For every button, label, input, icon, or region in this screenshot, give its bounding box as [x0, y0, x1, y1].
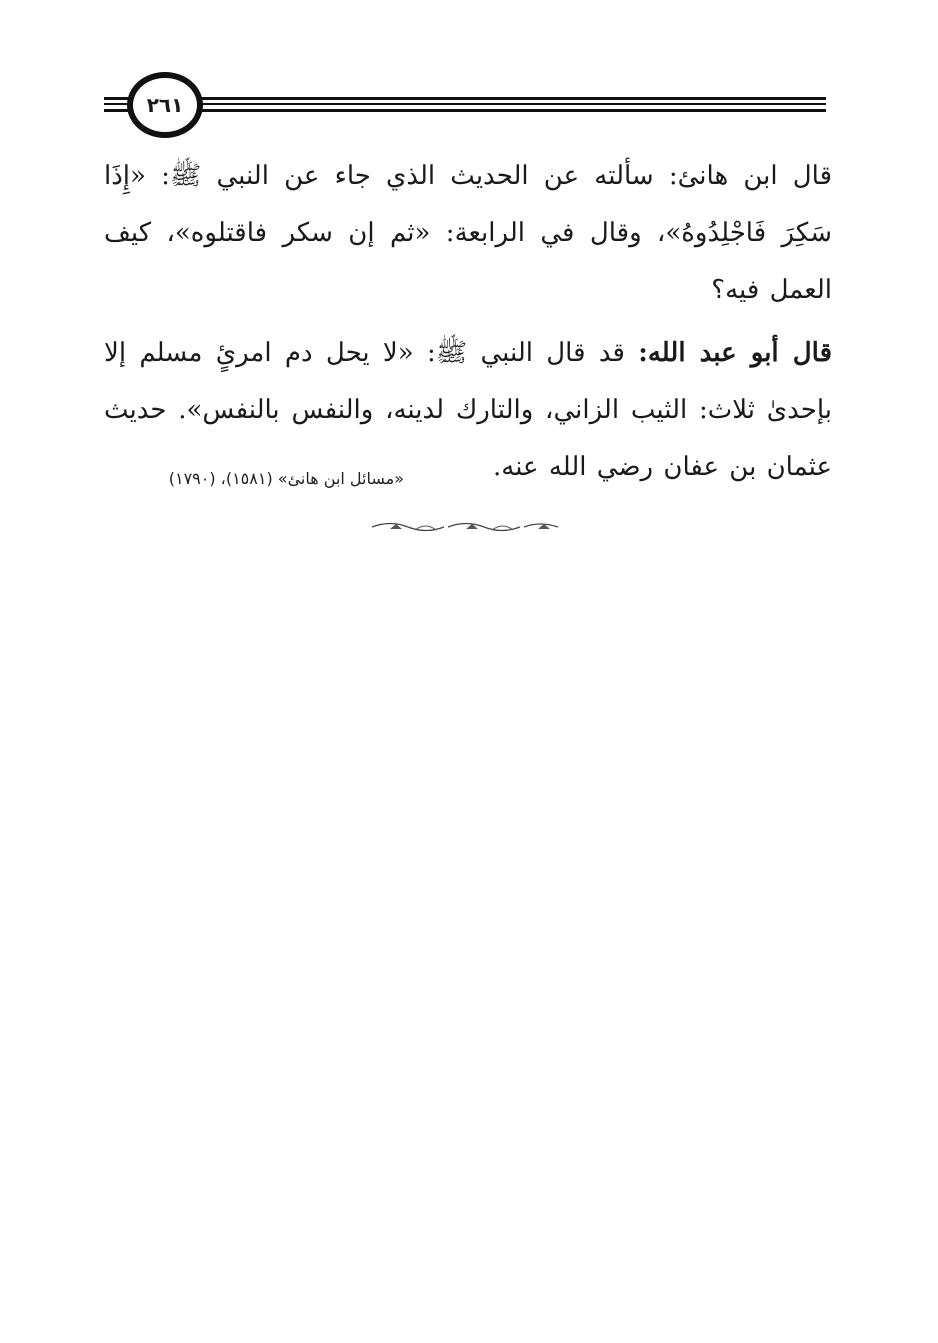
header-rule-middle: [104, 103, 826, 105]
page-body: [104, 148, 832, 502]
answer-speaker: قال أبو عبد الله:: [638, 338, 832, 368]
question-paragraph: [104, 148, 832, 319]
ornament-divider-icon: [370, 518, 560, 534]
page-number: ٢٦١: [146, 93, 184, 117]
answer-text: قد قال النبي ﷺ: «لا يحل دم امرئٍ مسلم إلا بإحدىٰ ثلاث: الثيب الزاني، والتارك لدينه، والنفس بالنفس». حديث عثمان بن عفان رضي الله عنه.: [104, 338, 832, 482]
question-text: قال ابن هانئ: سألته عن الحديث الذي جاء عن النبي ﷺ: «إِذَا سَكِرَ فَاجْلِدُوهُ»، وقال في الرابعة: «ثم إن سكر فاقتلوه»، كيف العمل فيه؟: [104, 161, 832, 305]
source-citation: «مسائل ابن هانئ» (١٥٨١)، (١٧٩٠): [168, 469, 404, 488]
header-rule-top: [104, 97, 826, 100]
page-number-badge: [127, 72, 203, 138]
header-rule-bottom: [104, 109, 826, 112]
